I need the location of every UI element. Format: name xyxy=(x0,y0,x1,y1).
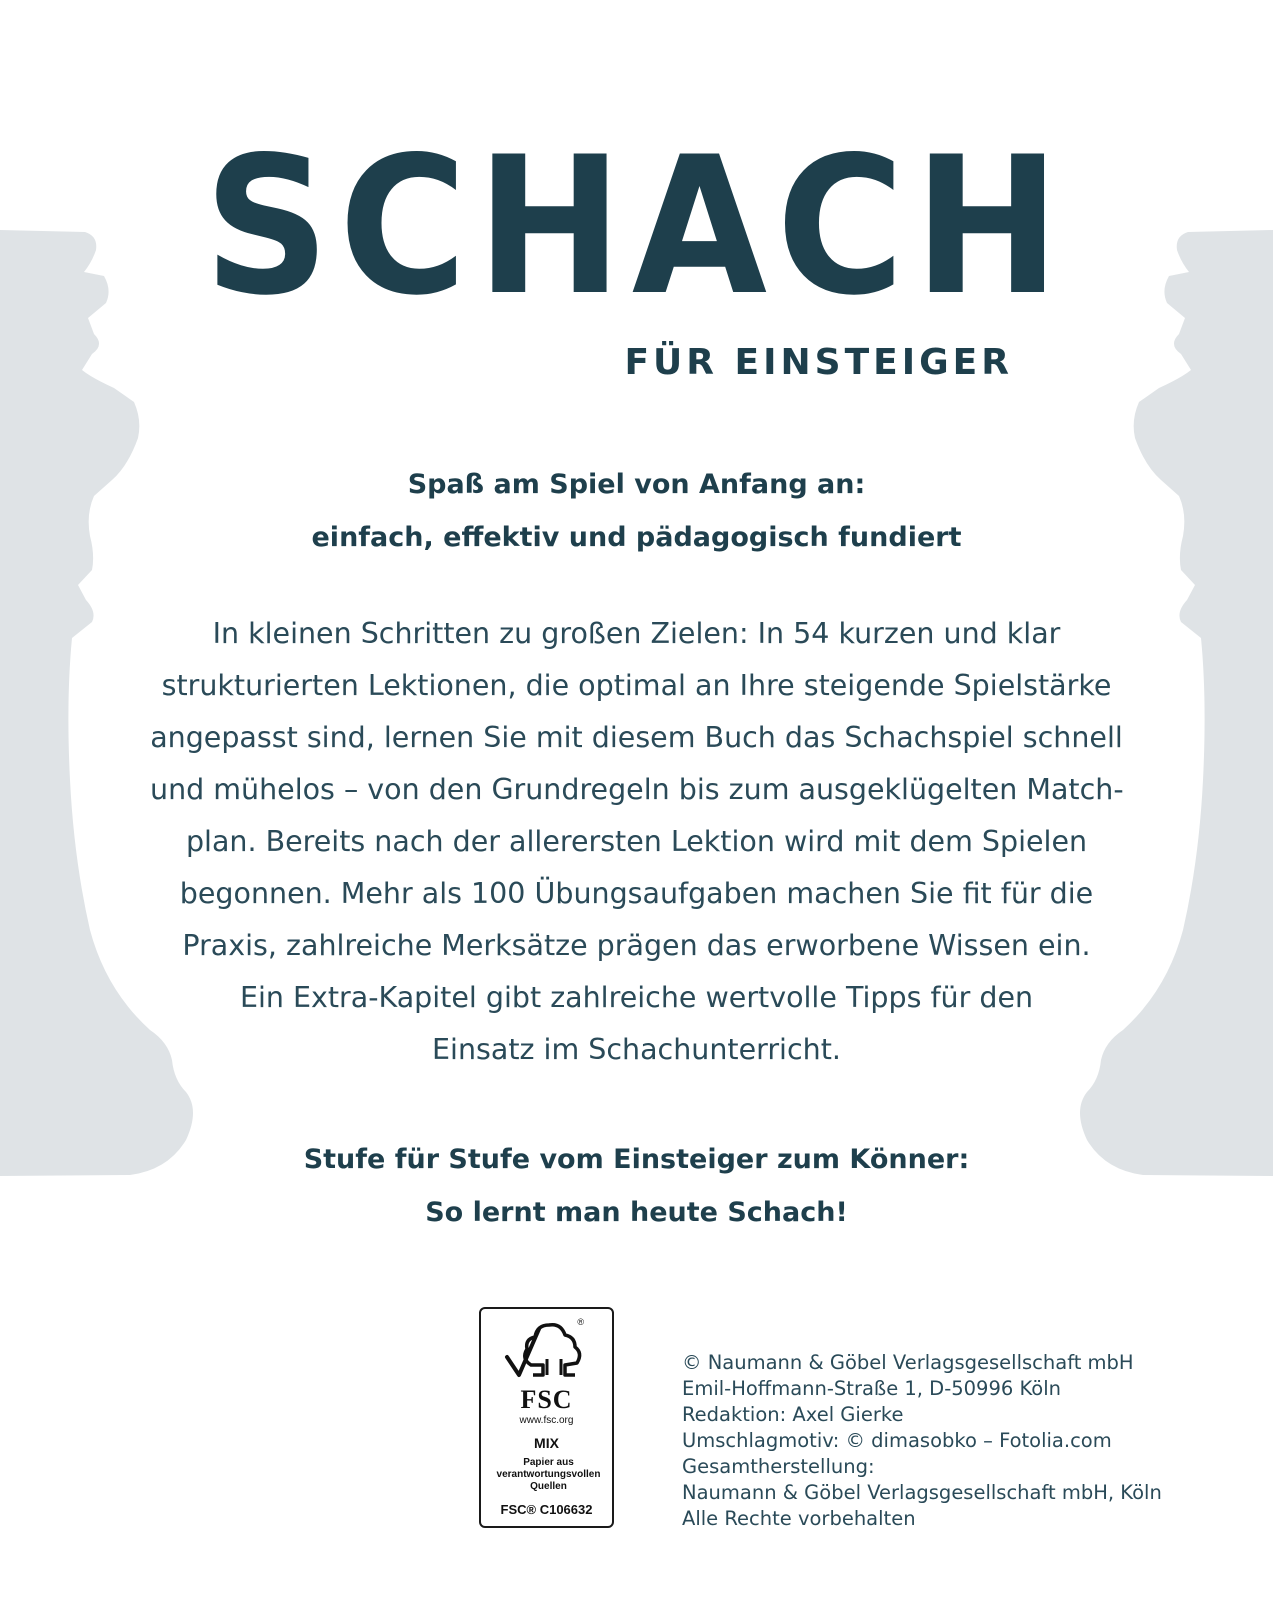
description-line: angepasst sind, lernen Sie mit diesem Buch das Schachspiel schnell xyxy=(150,721,1123,754)
tagline-line: Spaß am Spiel von Anfang an: xyxy=(407,469,866,500)
description-text xyxy=(150,608,1123,1076)
tagline-line: einfach, effektiv und pädagogisch fundiert xyxy=(311,522,962,553)
description-line: Ein Extra-Kapitel gibt zahlreiche wertvolle Tipps für den xyxy=(239,981,1034,1014)
book-subtitle: FÜR EINSTEIGER xyxy=(624,342,1013,383)
description-line: plan. Bereits nach der allerersten Lektion wird mit dem Spielen xyxy=(185,825,1088,858)
closing-statement xyxy=(0,1133,1273,1239)
fsc-registered-mark: ® xyxy=(577,1317,584,1327)
fsc-code: FSC® C106632 xyxy=(500,1502,593,1517)
description-line: In kleinen Schritten zu großen Zielen: In 54 kurzen und klar xyxy=(212,617,1061,650)
imprint-line: Redaktion: Axel Gierke xyxy=(682,1403,904,1426)
imprint-line: Naumann & Göbel Verlagsgesellschaft mbH, Köln xyxy=(682,1481,1162,1504)
description-line: Praxis, zahlreiche Merksätze prägen das erworbene Wissen ein. xyxy=(182,929,1091,962)
description-line: Einsatz im Schachunterricht. xyxy=(432,1033,841,1066)
imprint-line: © Naumann & Göbel Verlagsgesellschaft mbH xyxy=(682,1351,1134,1374)
imprint-line: Umschlagmotiv: © dimasobko – Fotolia.com xyxy=(682,1429,1112,1452)
closing-line: Stufe für Stufe vom Einsteiger zum Könner: xyxy=(303,1144,970,1175)
fsc-description: Papier aus verantwortungsvollen Quellen xyxy=(496,1457,601,1492)
imprint xyxy=(682,1350,1162,1532)
fsc-tree-check-icon xyxy=(481,1309,616,1389)
closing-line: So lernt man heute Schach! xyxy=(425,1197,848,1228)
book-title: SCHACH xyxy=(203,116,1070,337)
imprint-line: Gesamtherstellung: xyxy=(682,1455,875,1478)
imprint-line: Emil-Hoffmann-Straße 1, D-50996 Köln xyxy=(682,1377,1061,1400)
description-line: und mühelos – von den Grundregeln bis zum ausgeklügelten Match- xyxy=(150,773,1124,806)
fsc-label: MIX xyxy=(534,1435,559,1451)
description-line: strukturierten Lektionen, die optimal an Ihre steigende Spielstärke xyxy=(161,669,1112,702)
fsc-logo xyxy=(479,1307,614,1528)
imprint-line: Alle Rechte vorbehalten xyxy=(682,1507,916,1530)
fsc-url: www.fsc.org xyxy=(519,1415,574,1426)
description-line: begonnen. Mehr als 100 Übungsaufgaben machen Sie fit für die xyxy=(179,877,1094,910)
fsc-name: FSC xyxy=(520,1385,573,1414)
tagline xyxy=(0,458,1273,564)
